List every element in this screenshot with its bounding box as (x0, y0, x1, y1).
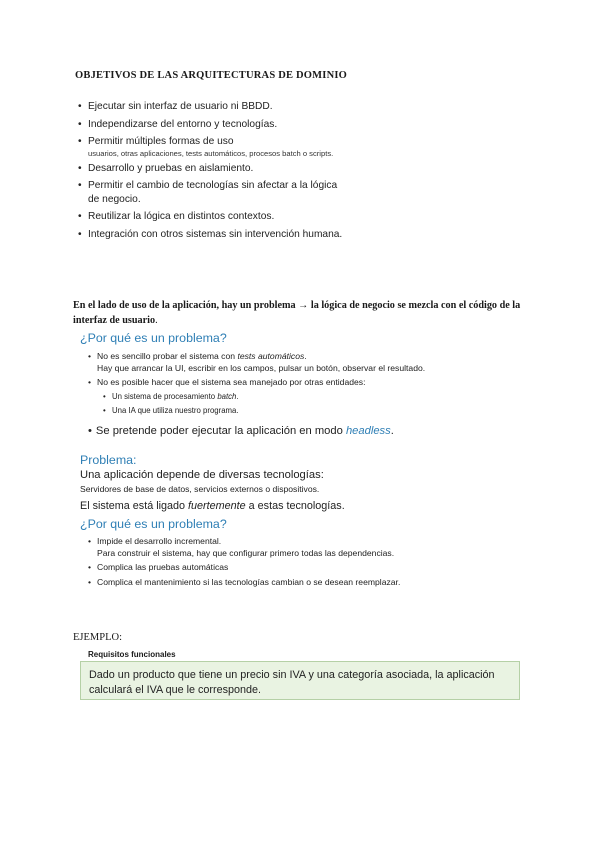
list-item-text: Complica las pruebas automáticas (97, 562, 229, 572)
paragraph-end: . (155, 315, 158, 326)
list-item-text: Reutilizar la lógica en distintos contextos. (88, 211, 275, 222)
list-item-text: Un sistema de procesamiento (112, 391, 218, 401)
list-item (78, 210, 348, 224)
list-item-text: Para construir el sistema, hay que configurar primero todas las dependencias. (97, 547, 395, 558)
headless-bullet (88, 425, 394, 437)
why-list-2 (88, 536, 548, 591)
requirements-title: Requisitos funcionales (88, 650, 176, 659)
list-item-text: Ejecutar sin interfaz de usuario ni BBDD. (88, 101, 273, 112)
list-item-text: Permitir el cambio de tecnologías sin afectar a la lógica de negocio. (88, 180, 338, 205)
problem-line-1: Una aplicación depende de diversas tecnologías: (80, 469, 324, 481)
bullet-icon: • (88, 425, 92, 437)
example-label (73, 632, 122, 643)
highlight-text: headless (345, 425, 391, 437)
list-item-text: Desarrollo y pruebas en aislamiento. (88, 162, 254, 174)
list-item (78, 100, 348, 114)
list-item-text: Permitir múltiples formas de uso (88, 136, 234, 147)
bullet-text: . (390, 425, 394, 437)
list-item-text: No es posible hacer que el sistema sea manejado por otras entidades: (97, 377, 366, 387)
why-heading-2: ¿Por qué es un problema? (80, 517, 227, 531)
list-item-text: Una IA que utiliza nuestro programa. (112, 405, 239, 415)
arrow-icon: → (295, 300, 311, 311)
italic-text: fuertemente (188, 500, 246, 512)
list-item (78, 162, 348, 176)
list-item-text: Hay que arrancar la UI, escribir en los campos, pulsar un botón, observar el resultado. (97, 362, 426, 373)
list-item (88, 562, 548, 574)
list-item (88, 377, 548, 416)
objectives-list (78, 100, 348, 245)
list-item (88, 577, 548, 589)
list-item-text: Integración con otros sistemas sin intervención humana. (88, 228, 343, 240)
list-item-text: Independizarse del entorno y tecnologías. (88, 118, 278, 130)
sub-list-item (103, 405, 548, 416)
why-list-1 (88, 351, 548, 419)
problem-heading: Problema: (80, 453, 137, 467)
requirement-box: Dado un producto que tiene un precio sin IVA y una categoría asociada, la aplicación calculará el IVA que le corresponde. (80, 661, 520, 700)
list-item-text: Impide el desarrollo incremental. (97, 536, 222, 546)
list-item (88, 351, 548, 374)
section-heading: OBJETIVOS DE LAS ARQUITECTURAS DE DOMINIO (75, 70, 348, 81)
paragraph-part2: la lógica de negocio se mezcla con el código de la interfaz de usuario (73, 300, 521, 326)
example-colon: : (119, 632, 123, 643)
text-span: El sistema está ligado (80, 500, 189, 512)
italic-text: batch (217, 391, 237, 401)
why-heading-1: ¿Por qué es un problema? (80, 331, 227, 345)
paragraph-part1: En el lado de uso de la aplicación, hay un problema (73, 300, 296, 311)
problem-line-2: Servidores de base de datos, servicios externos o dispositivos. (80, 484, 320, 494)
list-item (78, 118, 348, 132)
example-label-text: EJEMPLO (73, 632, 120, 643)
problem-paragraph (73, 298, 543, 328)
list-item-text: . (304, 351, 307, 361)
text-span: a estas tecnologías. (245, 500, 345, 512)
sub-list-item (103, 391, 548, 402)
list-item (78, 228, 348, 242)
italic-text: tests automáticos (237, 351, 305, 361)
problem-line-3 (80, 500, 345, 512)
list-item-subtext: usuarios, otras aplicaciones, tests automáticos, procesos batch o scripts. (88, 148, 334, 158)
bullet-text: Se pretende poder ejecutar la aplicación en modo (95, 425, 346, 437)
sub-list (103, 391, 548, 416)
list-item-text: Complica el mantenimiento si las tecnologías cambian o se desean reemplazar. (97, 576, 401, 587)
list-item (78, 179, 348, 206)
list-item (88, 536, 548, 559)
list-item-text: No es sencillo probar el sistema con (97, 351, 238, 361)
list-item-text: . (236, 391, 239, 401)
list-item (78, 135, 348, 158)
